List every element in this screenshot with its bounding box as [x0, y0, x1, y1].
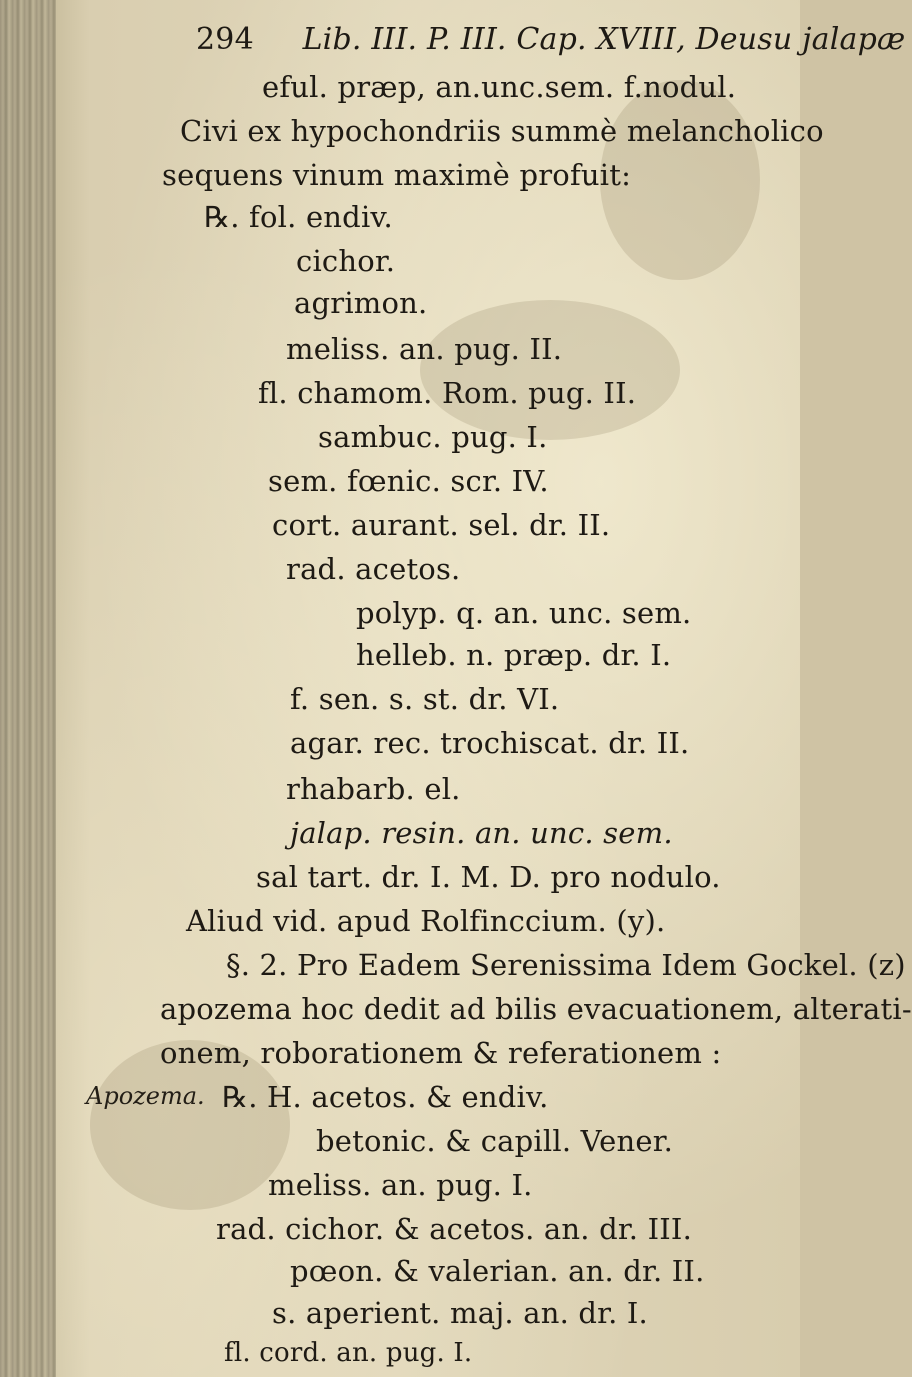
- text-line: §. 2. Pro Eadem Serenissima Idem Gockel. (z): [226, 948, 906, 982]
- text-line: onem, roborationem & referationem :: [160, 1036, 722, 1070]
- text-line: Civi ex hypochondriis summè melancholico: [180, 114, 824, 148]
- page-number: 294: [196, 22, 254, 57]
- page-header: [196, 22, 905, 57]
- text-line: helleb. n. præp. dr. I.: [356, 638, 672, 672]
- text-line: rad. cichor. & acetos. an. dr. III.: [216, 1212, 692, 1246]
- page-gutter: [0, 0, 56, 1377]
- text-line: cichor.: [296, 244, 396, 278]
- text-line: f. sen. s. st. dr. VI.: [290, 682, 560, 716]
- text-line: agar. rec. trochiscat. dr. II.: [290, 726, 690, 760]
- text-line: pœon. & valerian. an. dr. II.: [290, 1254, 705, 1288]
- text-line: sequens vinum maximè profuit:: [162, 158, 632, 192]
- text-line: fl. cord. an. pug. I.: [224, 1338, 473, 1368]
- text-line: ℞. fol. endiv.: [204, 200, 393, 234]
- text-line: sem. fœnic. scr. IV.: [268, 464, 549, 498]
- text-line: ℞. H. acetos. & endiv.: [222, 1080, 549, 1114]
- text-line: Aliud vid. apud Rolfinccium. (y).: [186, 904, 666, 938]
- paper-stain: [420, 300, 680, 440]
- text-line: sal tart. dr. I. M. D. pro nodulo.: [256, 860, 721, 894]
- text-line: rad. acetos.: [286, 552, 461, 586]
- text-line: s. aperient. maj. an. dr. I.: [272, 1296, 648, 1330]
- text-line: fl. chamom. Rom. pug. II.: [258, 376, 637, 410]
- text-line: apozema hoc dedit ad bilis evacuationem, alterati-: [160, 992, 912, 1026]
- text-line: meliss. an. pug. II.: [286, 332, 563, 366]
- margin-note-apozema: Apozema.: [86, 1082, 205, 1110]
- text-line: polyp. q. an. unc. sem.: [356, 596, 692, 630]
- text-line: rhabarb. el.: [286, 772, 461, 806]
- text-line: cort. aurant. sel. dr. II.: [272, 508, 611, 542]
- text-line: meliss. an. pug. I.: [268, 1168, 533, 1202]
- text-line: agrimon.: [294, 286, 428, 320]
- text-line: betonic. & capill. Vener.: [316, 1124, 674, 1158]
- running-title: Lib. III. P. III. Cap. XVIII, Deusu jalapæ: [302, 22, 906, 57]
- text-line: sambuc. pug. I.: [318, 420, 548, 454]
- text-line: jalap. resin. an. unc. sem.: [290, 816, 673, 850]
- text-line: eful. præp, an.unc.sem. f.nodul.: [262, 70, 737, 104]
